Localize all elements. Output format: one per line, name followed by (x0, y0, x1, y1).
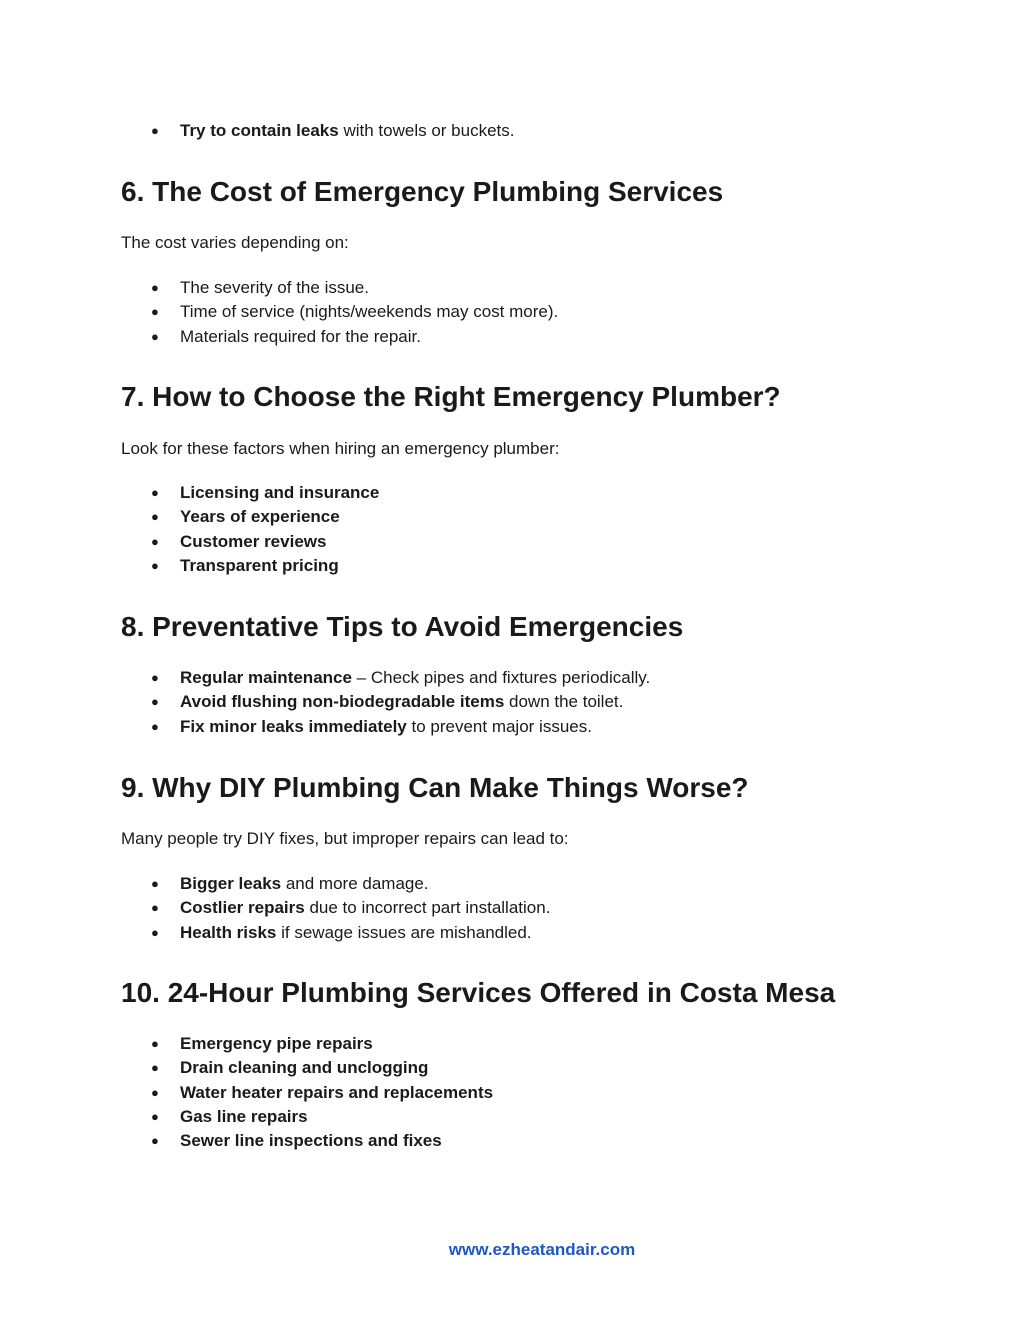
bullet-icon: ● (151, 1133, 159, 1149)
bullet-icon: ● (151, 1084, 159, 1100)
list-item (0, 276, 558, 300)
section-heading-8: 8. Preventative Tips to Avoid Emergencies (121, 611, 684, 642)
list-item (0, 325, 558, 349)
bullet-list-7 (0, 481, 379, 578)
list-item-text: due to incorrect part installation. (304, 898, 551, 918)
section-heading-10: 10. 24-Hour Plumbing Services Offered in Costa Mesa (121, 977, 836, 1008)
bullet-list-9 (0, 872, 550, 945)
section-heading-7: 7. How to Choose the Right Emergency Plumber? (121, 381, 781, 412)
list-item (0, 554, 379, 578)
bullet-icon: ● (151, 900, 159, 916)
section-heading-6: 6. The Cost of Emergency Plumbing Services (121, 176, 724, 207)
list-item (0, 530, 379, 554)
list-item-bold: Drain cleaning and unclogging (180, 1058, 429, 1078)
list-item-text: Time of service (nights/weekends may cost more). (180, 302, 559, 322)
list-item (0, 896, 550, 920)
list-item-text: – Check pipes and fixtures periodically. (351, 668, 651, 687)
list-item-bold: Water heater repairs and replacements (180, 1082, 494, 1102)
bullet-icon: ● (151, 1108, 159, 1124)
list-item (0, 481, 379, 505)
list-item-bold: Regular maintenance (180, 668, 352, 687)
list-item-bold: Health risks (180, 922, 277, 942)
list-item-bold: Years of experience (180, 507, 340, 527)
footer-website-link[interactable]: www.ezheatandair.com (448, 1240, 636, 1259)
section-heading-9: 9. Why DIY Plumbing Can Make Things Worse? (121, 772, 749, 803)
bullet-icon: ● (151, 557, 159, 573)
list-item-bold: Costlier repairs (180, 898, 305, 918)
list-item (0, 872, 550, 896)
list-item-text: down the toilet. (504, 692, 624, 712)
list-item-bold: Emergency pipe repairs (180, 1034, 373, 1053)
bullet-icon: ● (151, 304, 159, 320)
bullet-icon: ● (151, 123, 159, 138)
list-item (0, 715, 650, 739)
bullet-icon: ● (151, 694, 159, 710)
bullet-list-6 (0, 276, 558, 349)
list-item-text: and more damage. (281, 874, 429, 893)
list-item (0, 119, 514, 143)
bullet-icon: ● (151, 1036, 159, 1051)
list-item (0, 1129, 493, 1153)
list-item-bold: Sewer line inspections and fixes (180, 1131, 442, 1151)
list-item (0, 505, 379, 529)
list-item (0, 1032, 493, 1056)
list-item-text: to prevent major issues. (406, 716, 592, 736)
list-item (0, 666, 650, 690)
list-item-bold: Fix minor leaks immediately (180, 716, 407, 736)
bullet-list-8 (0, 666, 650, 739)
list-item (0, 1056, 493, 1080)
list-item (0, 1105, 493, 1129)
bullet-icon: ● (151, 328, 159, 344)
list-item-text: if sewage issues are mishandled. (276, 922, 532, 942)
list-item (0, 300, 558, 324)
list-item (0, 921, 550, 945)
section-intro-6: The cost varies depending on: (121, 233, 349, 252)
bullet-icon: ● (151, 1060, 159, 1076)
bullet-icon: ● (151, 924, 159, 940)
bullet-icon: ● (151, 485, 159, 500)
list-item-bold: Try to contain leaks (180, 121, 339, 140)
list-item-bold: Gas line repairs (180, 1106, 308, 1126)
bullet-icon: ● (151, 718, 159, 734)
bullet-icon: ● (151, 533, 159, 549)
list-item-bold: Bigger leaks (180, 874, 282, 893)
list-item-bold: Customer reviews (180, 531, 327, 551)
bullet-list-10 (0, 1032, 493, 1153)
section-intro-7: Look for these factors when hiring an emergency plumber: (121, 439, 560, 458)
section-intro-9: Many people try DIY fixes, but improper repairs can lead to: (121, 829, 569, 848)
bullet-icon: ● (151, 280, 159, 295)
bullet-icon: ● (151, 670, 159, 685)
list-item-text: with towels or buckets. (338, 121, 515, 140)
bullet-icon: ● (151, 876, 159, 891)
bullet-list-top (0, 119, 514, 143)
list-item (0, 1081, 493, 1105)
list-item-text: Materials required for the repair. (180, 326, 421, 346)
list-item-bold: Avoid flushing non-biodegradable items (180, 692, 505, 712)
list-item (0, 690, 650, 714)
list-item-bold: Licensing and insurance (180, 483, 380, 502)
bullet-icon: ● (151, 509, 159, 525)
list-item-text: The severity of the issue. (180, 278, 369, 297)
list-item-bold: Transparent pricing (180, 555, 339, 575)
